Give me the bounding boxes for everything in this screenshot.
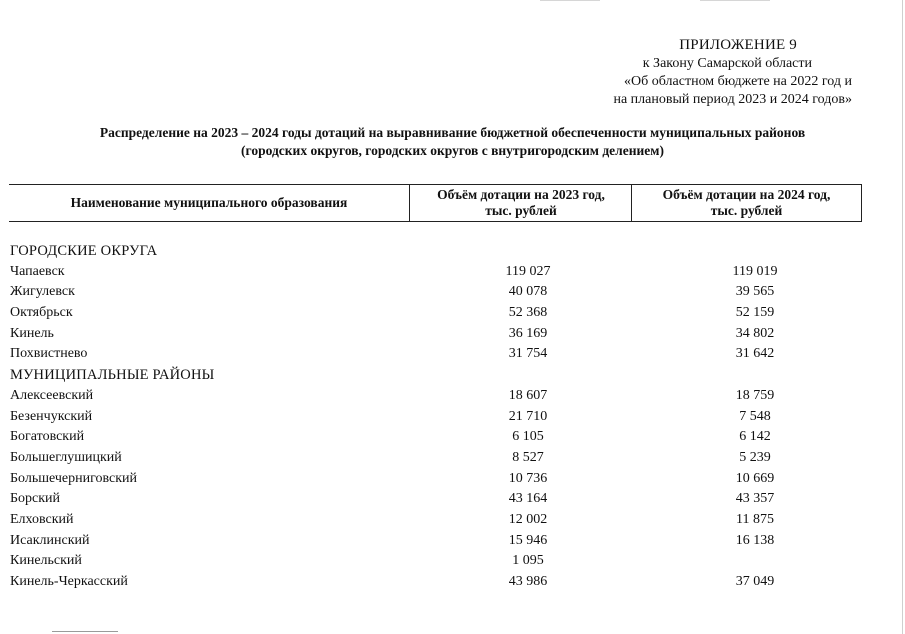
municipality-name: Исаклинский [10,532,90,548]
table-row [10,551,860,572]
scan-artifact-top-right [700,0,770,1]
municipality-name: Кинельский [10,553,82,569]
municipality-name: Жигулевск [10,284,75,300]
value-2024: 11 875 [736,511,774,527]
value-2024: 39 565 [735,284,775,300]
table-header [9,184,862,222]
value-2023: 43 164 [508,491,548,507]
appendix-law-title-1: «Об областном бюджете на 2022 год и [624,74,852,89]
section-heading [10,365,860,386]
section-title: ГОРОДСКИЕ ОКРУГА [10,243,158,259]
section-heading [10,241,860,262]
appendix-block [613,36,852,109]
table-row [10,262,860,283]
value-2023: 10 736 [508,470,548,486]
value-2023: 6 105 [512,429,544,445]
document-title-line-1: Распределение на 2023 – 2024 годы дотаций на выравнивание бюджетной обеспеченности муниципальных районов [99,125,806,140]
table-row [10,469,860,490]
table-row [10,572,860,593]
table-row [10,427,860,448]
value-2023: 21 710 [508,408,548,424]
municipality-name: Безенчукский [10,408,93,424]
table-row [10,386,860,407]
value-2023: 12 002 [508,511,548,527]
footer-rule [52,631,118,632]
value-2023: 43 986 [508,574,548,589]
table-body [10,241,860,593]
table-row [10,448,860,469]
value-2024: 6 142 [739,429,771,445]
municipality-name: Борский [10,491,61,507]
table-row [10,344,860,365]
municipality-name: Елховский [10,511,74,527]
value-2024: 16 138 [735,532,775,548]
table-row [10,510,860,531]
municipality-name: Похвистнево [10,346,88,362]
scan-artifact-right-edge [902,0,903,634]
table-row [10,407,860,428]
section-title: МУНИЦИПАЛЬНЫЕ РАЙОНЫ [10,367,215,384]
municipality-name: Чапаевск [10,263,65,279]
value-2024: 5 239 [739,449,771,465]
value-2023: 15 946 [508,532,548,548]
value-2024: 7 548 [739,408,771,424]
table-row [10,303,860,324]
header-2024: Объём дотации на 2024 год, тыс. рублей [631,185,862,221]
value-2024: 10 669 [735,470,775,486]
value-2024: 18 759 [735,387,775,403]
value-2023: 40 078 [508,284,548,300]
value-2023: 31 754 [508,346,548,362]
value-2023: 1 095 [512,553,544,569]
table-row [10,324,860,345]
document-title-line-2: (городских округов, городских округов с внутригородским делением) [241,143,664,158]
municipality-name: Октябрьск [10,305,73,321]
document-title [20,124,885,160]
header-2023: Объём дотации на 2023 год, тыс. рублей [409,185,632,221]
header-name: Наименование муниципального образования [70,195,348,210]
appendix-law-title-2: на плановый период 2023 и 2024 годов» [613,92,852,107]
municipality-name: Алексеевский [10,387,94,403]
municipality-name: Большеглушицкий [10,449,122,465]
table-row [10,531,860,552]
value-2024: 31 642 [735,346,775,362]
municipality-name: Кинель-Черкасский [10,574,128,589]
scan-artifact-top [540,0,600,1]
value-2024: 43 357 [735,491,775,507]
municipality-name: Большечерниговский [10,470,138,486]
value-2023: 36 169 [508,325,548,341]
value-2023: 8 527 [512,449,544,465]
value-2023: 18 607 [508,387,548,403]
municipality-name: Кинель [10,325,54,341]
municipality-name: Богатовский [10,429,85,445]
value-2024: 119 019 [732,263,778,279]
value-2023: 52 368 [508,305,548,321]
value-2024: 37 049 [735,574,775,589]
table-row [10,489,860,510]
table-row [10,282,860,303]
appendix-law: к Закону Самарской области [642,56,812,71]
value-2024: 34 802 [735,325,775,341]
value-2023: 119 027 [505,263,551,279]
value-2024: 52 159 [735,305,775,321]
appendix-heading: ПРИЛОЖЕНИЕ 9 [679,37,797,53]
